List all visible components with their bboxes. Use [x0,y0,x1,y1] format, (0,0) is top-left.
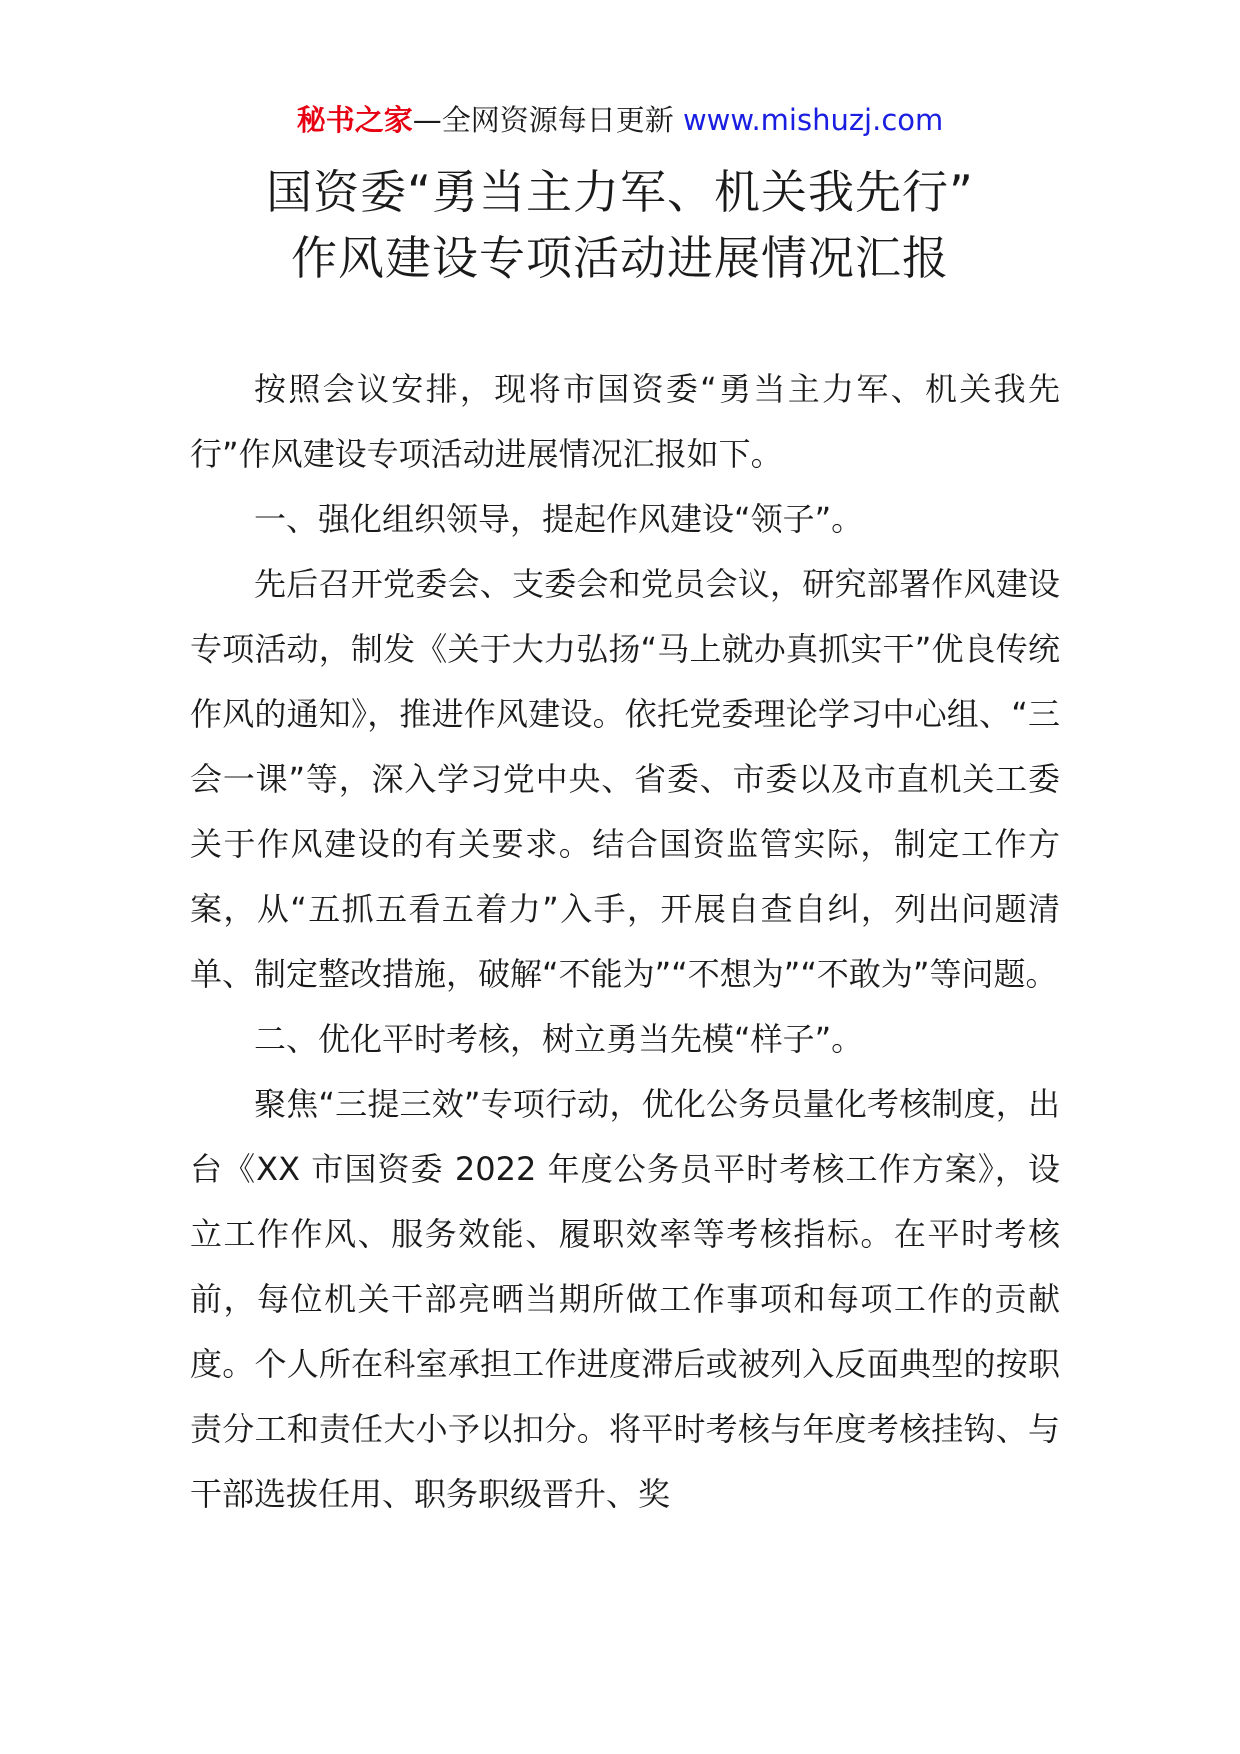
intro-paragraph: 按照会议安排，现将市国资委“勇当主力军、机关我先行”作风建设专项活动进展情况汇报如下。 [190,370,1060,473]
document-title-line-1: 国资委“勇当主力军、机关我先行” [266,165,974,219]
brand-name: 秘书之家 [296,103,413,137]
site-banner [0,100,1240,140]
section-1-paragraph: 先后召开党委会、支委会和党员会议，研究部署作风建设专项活动，制发《关于大力弘扬“马上就办真抓实干”优良传统作风的通知》，推进作风建设。依托党委理论学习中心组、“三会一课”等，深入学习党中央、省委、市委以及市直机关工委关于作风建设的有关要求。结合国资监管实际，制定工作方案，从“五抓五看五着力”入手，开展自查自纠，列出问题清单、制定整改措施，破解“不能为”“不想为”“不敢为”等问题。 [190,565,1060,993]
section-2-paragraph: 聚焦“三提三效”专项行动，优化公务员量化考核制度，出台《XX 市国资委 2022 年度公务员平时考核工作方案》，设立工作作风、服务效能、履职效率等考核指标。在平时考核前，每位机关干部亮晒当期所做工作事项和每项工作的贡献度。个人所在科室承担工作进度滞后或被列入反面典型的按职责分工和责任大小予以扣分。将平时考核与年度考核挂钩、与干部选拔任用、职务职级晋升、奖 [190,1085,1060,1513]
banner-slogan: —全网资源每日更新 [412,103,683,137]
document-body [190,357,1060,1527]
section-heading-2: 二、优化平时考核，树立勇当先模“样子”。 [254,1020,864,1058]
section-heading-1: 一、强化组织领导，提起作风建设“领子”。 [254,500,864,538]
document-title-line-2: 作风建设专项活动进展情况汇报 [291,231,949,285]
site-url-link[interactable]: www.mishuzj.com [682,103,944,137]
